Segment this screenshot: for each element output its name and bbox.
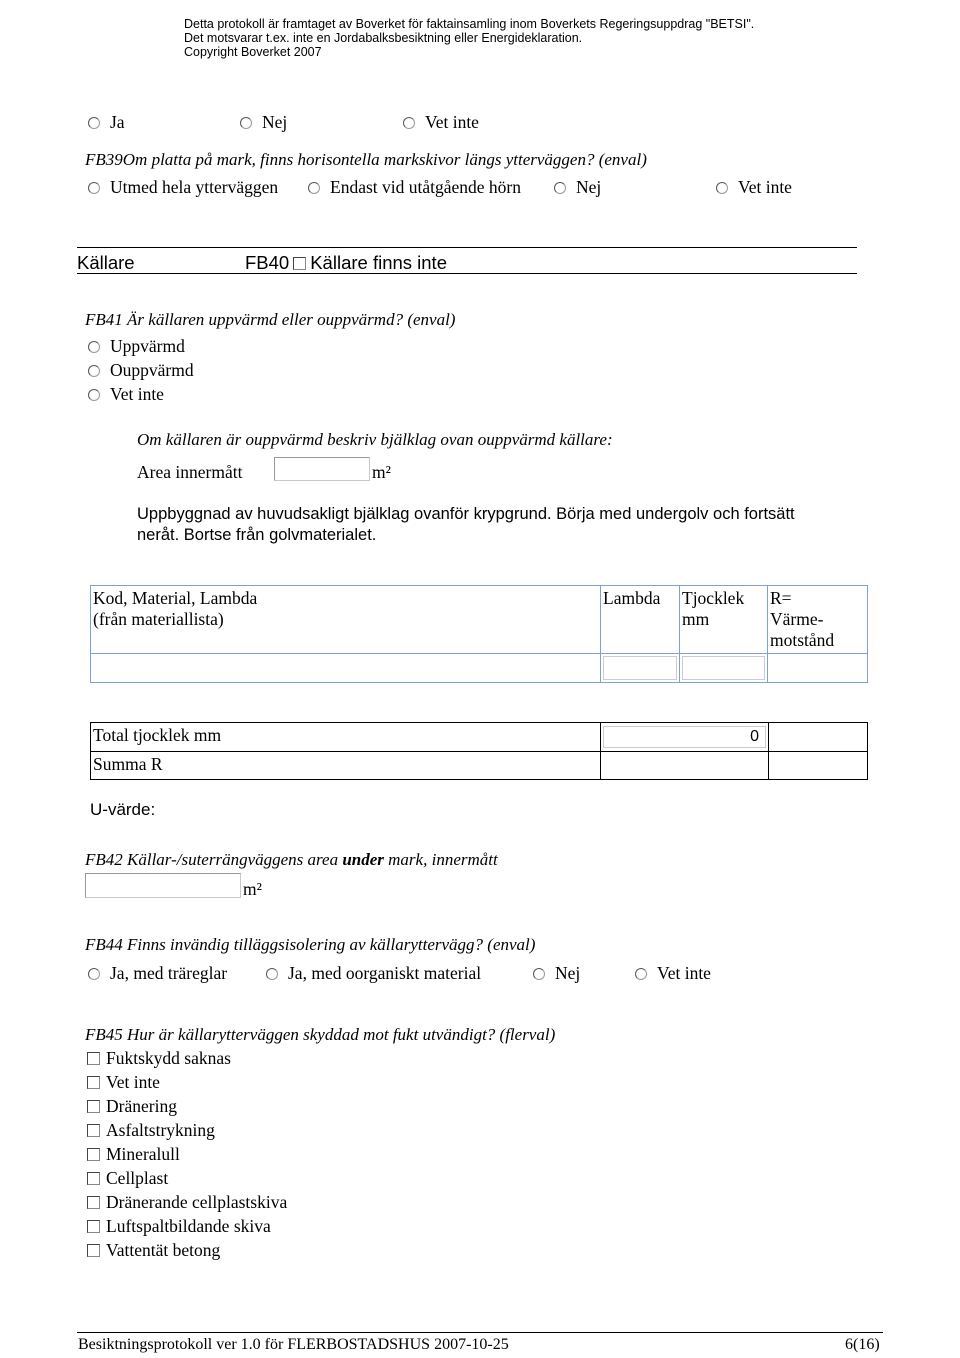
radio-icon[interactable] — [88, 182, 100, 194]
area-input[interactable] — [274, 457, 370, 481]
sum-r-empty — [769, 752, 868, 780]
fb39-question: FB39Om platta på mark, finns horisontella markskivor längs ytterväggen? (enval) — [85, 150, 647, 169]
radio-icon[interactable] — [716, 182, 728, 194]
fb45-option-luftspaltbildande-skiva[interactable]: Luftspaltbildande skiva — [87, 1216, 271, 1237]
fb40-label: Källare finns inte — [310, 252, 447, 273]
checkbox-icon[interactable] — [87, 1100, 100, 1113]
radio-icon[interactable] — [533, 968, 545, 980]
r-cell — [768, 654, 868, 683]
fb42-unit: m² — [243, 879, 262, 899]
fb40-code: FB40 — [245, 252, 290, 273]
fb45-option-cellplast[interactable]: Cellplast — [87, 1168, 168, 1189]
checkbox-icon[interactable] — [87, 1172, 100, 1185]
header-line-1: Detta protokoll är framtaget av Boverket för faktainsamling inom Boverkets Regeringsuppdrag "BETSI". — [184, 17, 755, 31]
area-unit: m² — [372, 462, 391, 482]
area-label: Area innermått — [137, 462, 243, 482]
footer-left: Besiktningsprotokoll ver 1.0 för FLERBOSTADSHUS 2007-10-25 — [78, 1336, 509, 1353]
radio-icon[interactable] — [88, 968, 100, 980]
section-top-rule — [77, 247, 857, 248]
header-copyright: Copyright Boverket 2007 — [184, 45, 322, 59]
col-r-header: R= Värme- motstånd — [768, 586, 868, 654]
layer-table — [90, 585, 868, 683]
checkbox-icon[interactable] — [87, 1148, 100, 1161]
checkbox-icon[interactable] — [293, 257, 306, 270]
radio-icon[interactable] — [88, 117, 100, 129]
radio-icon[interactable] — [308, 182, 320, 194]
layer-table-header — [91, 586, 868, 654]
checkbox-icon[interactable] — [87, 1196, 100, 1209]
option-nej[interactable]: Nej — [240, 112, 287, 133]
fb45-option-fuktskydd-saknas[interactable]: Fuktskydd saknas — [87, 1048, 231, 1069]
instruction-line-2: neråt. Bortse från golvmaterialet. — [137, 526, 377, 544]
fb41-option-uppvarmd[interactable]: Uppvärmd — [88, 336, 185, 357]
option-vet-inte[interactable]: Vet inte — [403, 112, 479, 133]
totals-thickness-row — [91, 723, 868, 752]
fb39-option-vet-inte[interactable]: Vet inte — [716, 177, 792, 198]
section-title: Källare — [77, 252, 135, 273]
material-cell[interactable] — [91, 654, 601, 683]
totals-empty-cell — [769, 723, 868, 752]
fb41-option-ouppvarmd[interactable]: Ouppvärmd — [88, 360, 194, 381]
layer-table-row — [91, 654, 868, 683]
thickness-cell — [680, 654, 768, 683]
fb45-option-vattentat-betong[interactable]: Vattentät betong — [87, 1240, 220, 1261]
radio-icon[interactable] — [240, 117, 252, 129]
fb42-question: FB42 Källar-/suterrängväggens area under mark, innermått — [85, 850, 498, 869]
header-line-2: Det motsvarar t.ex. inte en Jordabalksbesiktning eller Energideklaration. — [184, 31, 583, 45]
fb40-row — [245, 252, 447, 274]
radio-icon[interactable] — [635, 968, 647, 980]
checkbox-icon[interactable] — [87, 1124, 100, 1137]
radio-icon[interactable] — [88, 341, 100, 353]
fb39-option-nej[interactable]: Nej — [554, 177, 601, 198]
fb41-question: FB41 Är källaren uppvärmd eller ouppvärmd? (enval) — [85, 310, 456, 329]
unheated-intro: Om källaren är ouppvärmd beskriv bjälklag ovan ouppvärmd källare: — [137, 430, 613, 449]
fb45-option-vet-inte[interactable]: Vet inte — [87, 1072, 160, 1093]
instruction-line-1: Uppbyggnad av huvudsakligt bjälklag ovanför krypgrund. Börja med undergolv och fortsätt — [137, 505, 795, 523]
checkbox-icon[interactable] — [87, 1076, 100, 1089]
sum-r-label: Summa R — [91, 752, 601, 780]
fb45-option-asfaltstrykning[interactable]: Asfaltstrykning — [87, 1120, 215, 1141]
fb42-area-input[interactable] — [85, 873, 241, 898]
totals-sum-r-row — [91, 752, 868, 780]
fb44-option-oorganiskt[interactable]: Ja, med oorganiskt material — [266, 963, 481, 984]
radio-icon[interactable] — [88, 365, 100, 377]
fb41-option-vet-inte[interactable]: Vet inte — [88, 384, 164, 405]
fb45-option-dranering[interactable]: Dränering — [87, 1096, 177, 1117]
checkbox-icon[interactable] — [87, 1052, 100, 1065]
checkbox-icon[interactable] — [87, 1244, 100, 1257]
fb44-option-nej[interactable]: Nej — [533, 963, 580, 984]
thickness-input[interactable] — [682, 656, 765, 680]
fb45-question: FB45 Hur är källarytterväggen skyddad mot fukt utvändigt? (flerval) — [85, 1025, 556, 1044]
lambda-cell — [601, 654, 680, 683]
total-thickness-label: Total tjocklek mm — [91, 723, 601, 752]
footer-rule — [77, 1332, 883, 1333]
col-material-header: Kod, Material, Lambda (från materiallista) — [91, 586, 601, 654]
fb45-option-mineralull[interactable]: Mineralull — [87, 1144, 180, 1165]
col-lambda-header: Lambda — [601, 586, 680, 654]
fb44-question: FB44 Finns invändig tilläggsisolering av källaryttervägg? (enval) — [85, 935, 536, 954]
totals-table — [90, 722, 868, 780]
total-thickness-value: 0 — [603, 726, 766, 748]
fb45-option-dranerande-cellplastskiva[interactable]: Dränerande cellplastskiva — [87, 1192, 287, 1213]
lambda-input[interactable] — [603, 656, 677, 680]
fb44-option-trareglar[interactable]: Ja, med träreglar — [88, 963, 227, 984]
fb44-option-vet-inte[interactable]: Vet inte — [635, 963, 711, 984]
radio-icon[interactable] — [554, 182, 566, 194]
u-value-label: U-värde: — [90, 800, 156, 819]
footer-page-number: 6(16) — [845, 1336, 880, 1353]
radio-icon[interactable] — [88, 389, 100, 401]
radio-icon[interactable] — [266, 968, 278, 980]
radio-icon[interactable] — [403, 117, 415, 129]
sum-r-value — [601, 752, 769, 780]
option-ja[interactable]: Ja — [88, 112, 125, 133]
fb39-option-endast[interactable]: Endast vid utåtgående hörn — [308, 177, 521, 198]
total-thickness-cell — [601, 723, 769, 752]
col-thickness-header: Tjocklek mm — [680, 586, 768, 654]
checkbox-icon[interactable] — [87, 1220, 100, 1233]
fb39-option-utmed[interactable]: Utmed hela ytterväggen — [88, 177, 278, 198]
section-bottom-rule — [77, 273, 857, 274]
